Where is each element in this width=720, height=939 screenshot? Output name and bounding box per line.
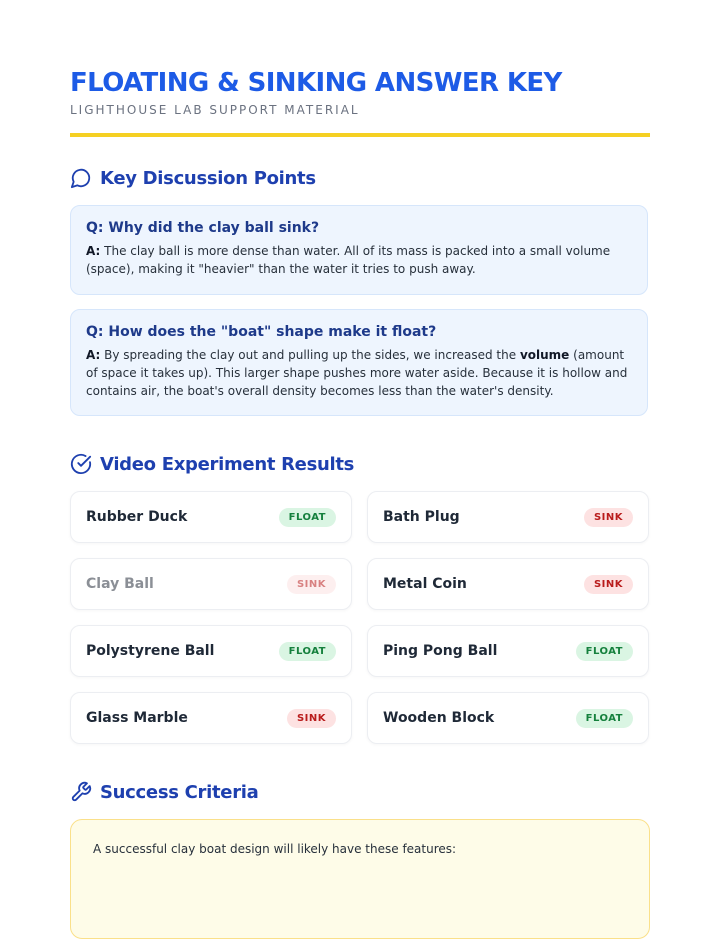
page-subtitle: LIGHTHOUSE LAB SUPPORT MATERIAL (70, 103, 360, 117)
qa-answer-text: (amount of space it takes up). This larger shape pushes more water aside. Because it is hollow and contains air, the boat's overall density becomes less than the water's density. (86, 348, 628, 398)
qa-question: Q: How does the "boat" shape make it float? (86, 324, 437, 340)
result-item-name: Polystyrene Ball (86, 643, 215, 659)
result-card (367, 558, 649, 610)
qa-answer-text: By spreading the clay out and pulling up the sides, we increased the (104, 348, 517, 362)
qa-answer-text: The clay ball is more dense than water. All of its mass is packed into a small volume (space), making it "heavier" than the water it tries to push away. (86, 244, 611, 276)
result-card (367, 692, 649, 744)
results-heading (70, 450, 354, 478)
qa-question: Q: Why did the clay ball sink? (86, 220, 320, 236)
results-heading-label: Video Experiment Results (100, 453, 355, 475)
criteria-heading-label: Success Criteria (100, 781, 259, 803)
result-item-name: Wooden Block (383, 710, 495, 726)
result-badge: FLOAT (279, 642, 336, 661)
result-card (70, 625, 352, 677)
qa-answer-prefix: A: (86, 348, 101, 362)
qa-answer-prefix: A: (86, 244, 101, 258)
result-badge: SINK (584, 575, 633, 594)
qa-card (70, 309, 648, 416)
qa-card (70, 205, 648, 295)
result-item-name: Bath Plug (383, 509, 460, 525)
result-badge: FLOAT (576, 642, 633, 661)
check-circle-icon (70, 453, 92, 475)
wrench-icon (70, 781, 92, 803)
criteria-intro: A successful clay boat design will likely have these features: (93, 842, 457, 856)
result-badge: SINK (287, 575, 336, 594)
discussion-heading-label: Key Discussion Points (100, 167, 316, 189)
result-card (367, 491, 649, 543)
result-badge: SINK (287, 709, 336, 728)
criteria-heading (70, 778, 258, 806)
result-item-name: Rubber Duck (86, 509, 188, 525)
result-card (70, 692, 352, 744)
result-card (70, 558, 352, 610)
qa-answer (86, 346, 632, 400)
result-card (70, 491, 352, 543)
result-item-name: Glass Marble (86, 710, 188, 726)
result-badge: FLOAT (279, 508, 336, 527)
criteria-box (70, 819, 650, 939)
page-title: FLOATING & SINKING ANSWER KEY (70, 68, 562, 98)
discussion-heading (70, 164, 316, 192)
qa-answer (86, 242, 632, 278)
result-item-name: Clay Ball (86, 576, 154, 592)
result-badge: SINK (584, 508, 633, 527)
title-divider (70, 133, 650, 137)
result-card (367, 625, 649, 677)
qa-answer-emphasis: volume (519, 348, 570, 362)
result-badge: FLOAT (576, 709, 633, 728)
result-item-name: Ping Pong Ball (383, 643, 498, 659)
speech-bubble-icon (70, 167, 92, 189)
result-item-name: Metal Coin (383, 576, 467, 592)
